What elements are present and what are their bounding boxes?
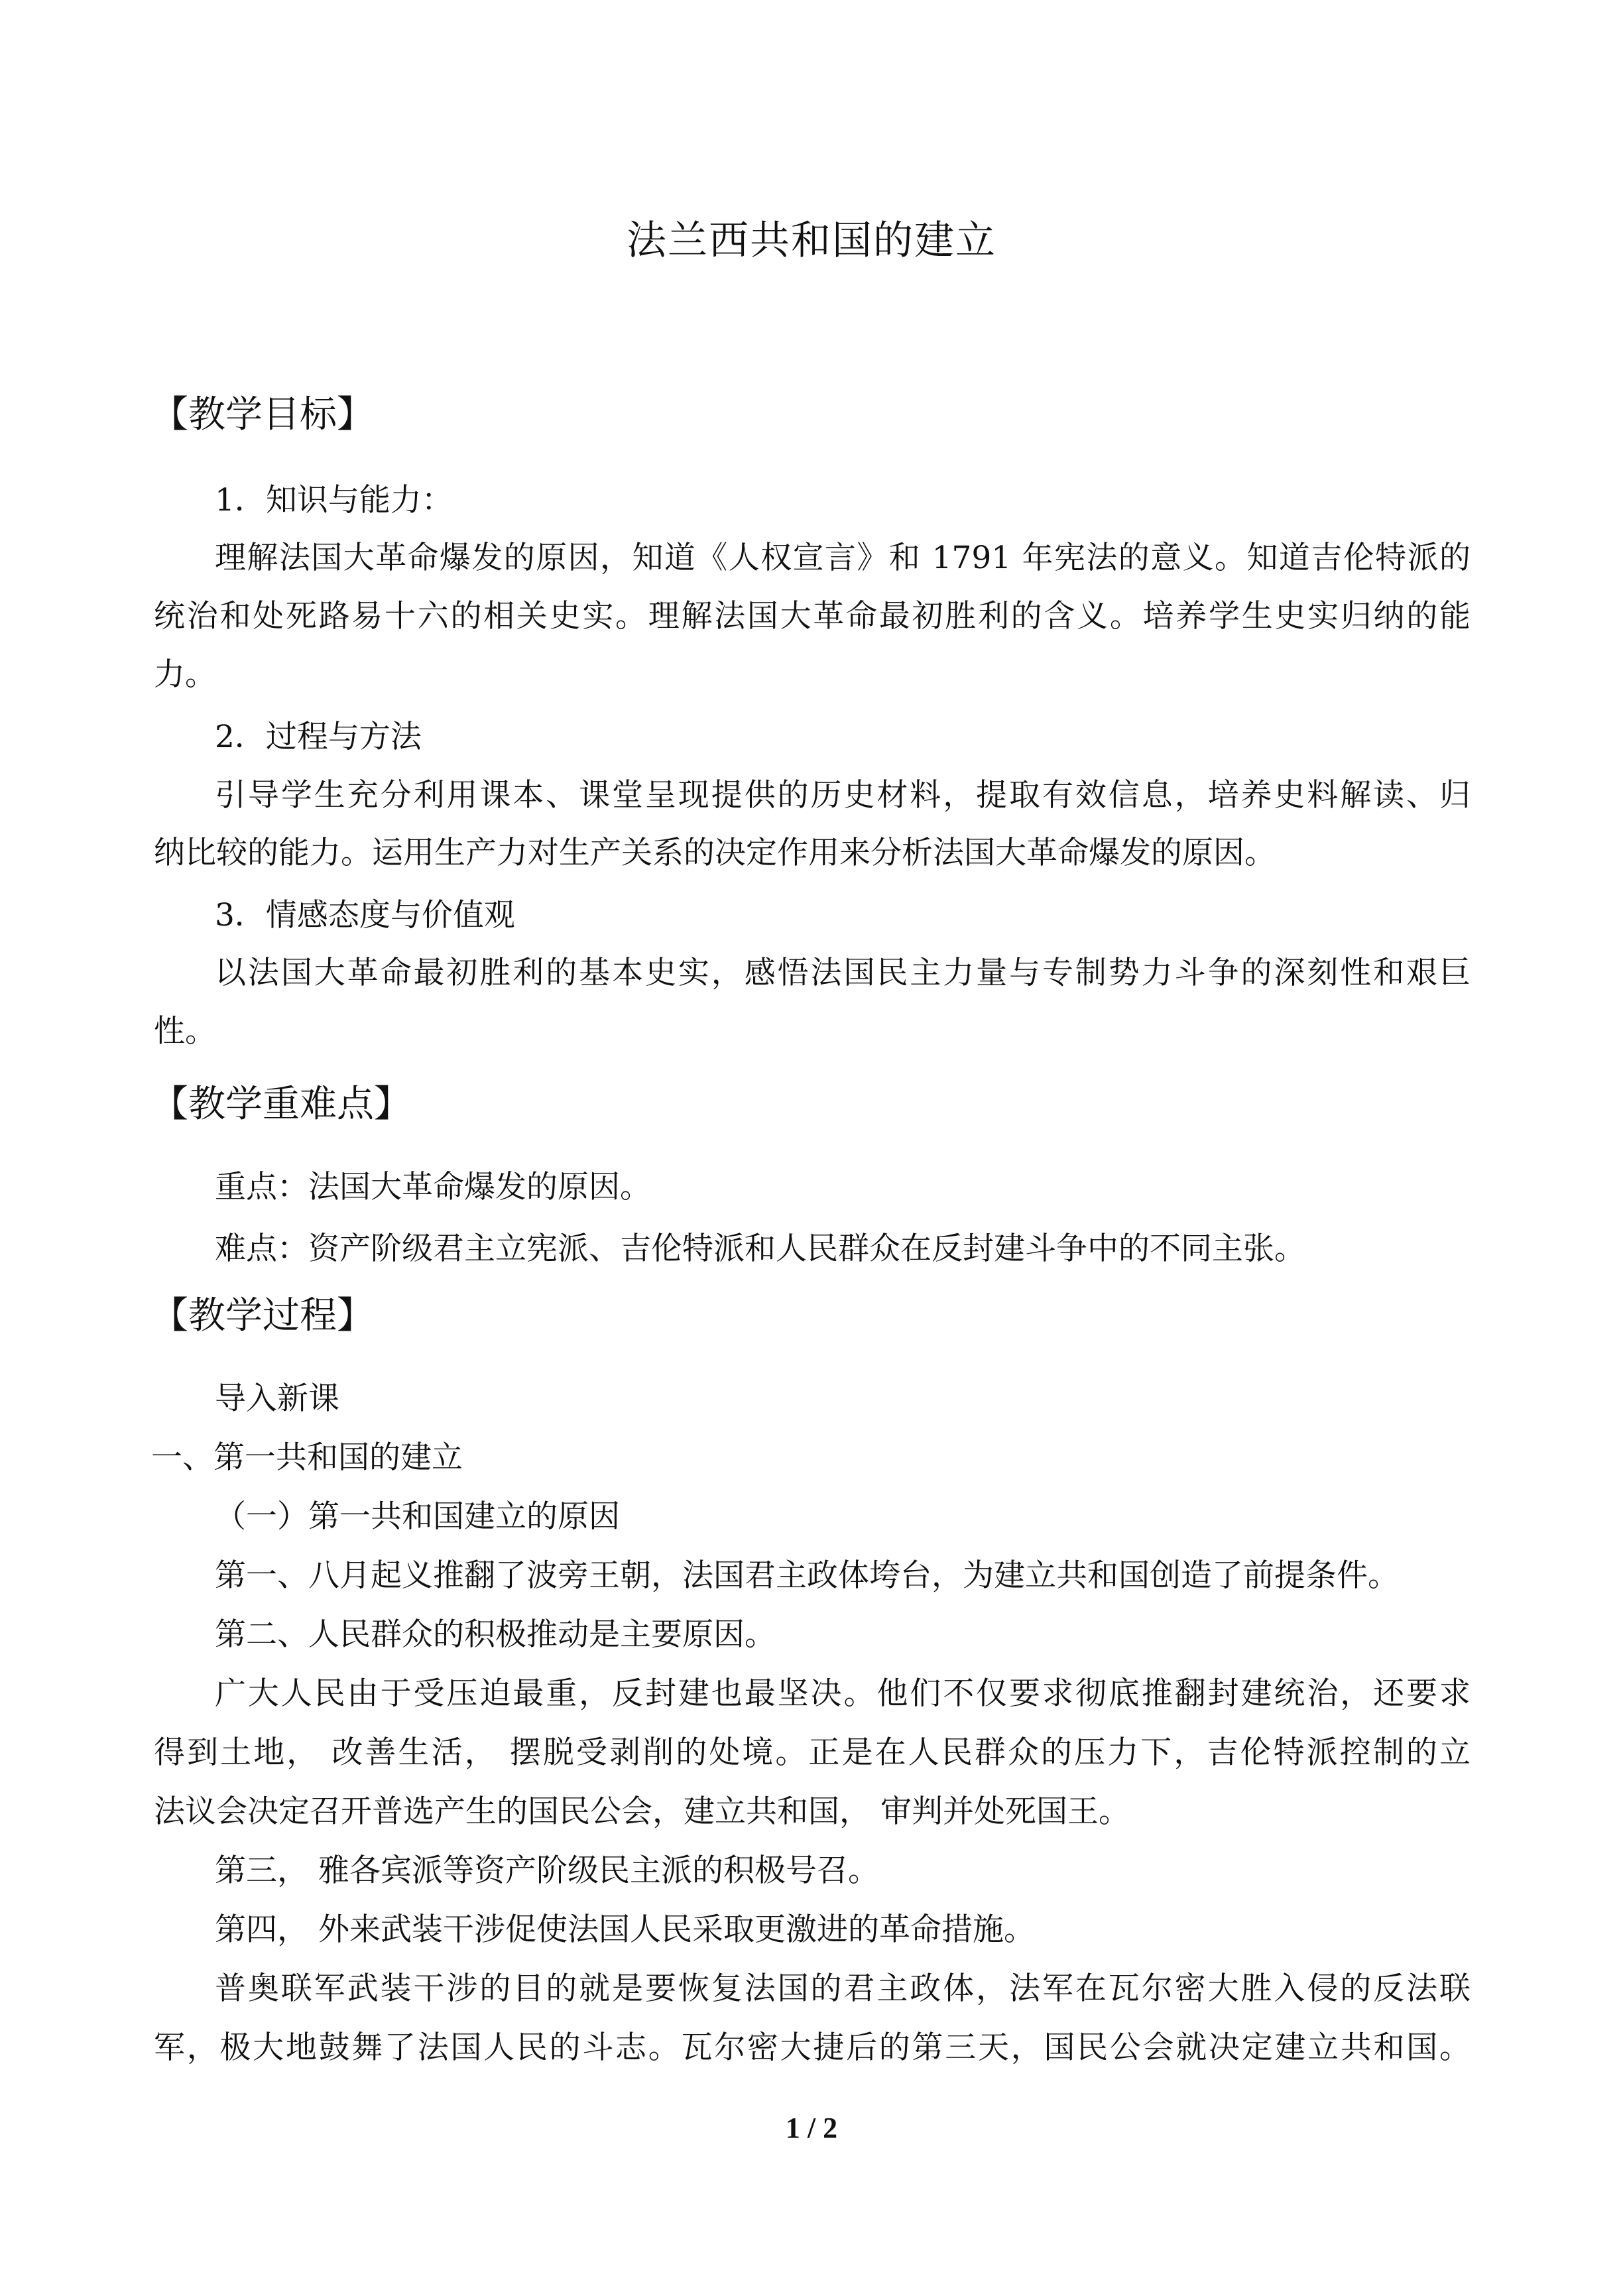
reason-4-detail-line-1: 普奥联军武装干涉的目的就是要恢复法国的君主政体，法军在瓦尔密大胜入侵的反法联: [215, 1970, 1471, 2007]
part-1-title: 一、第一共和国的建立: [151, 1439, 463, 1476]
objective-2-line-1: 引导学生充分利用课本、课堂呈现提供的历史材料，提取有效信息，培养史料解读、归: [215, 777, 1471, 814]
section-heading-process: 【教学过程】: [151, 1294, 374, 1337]
objective-2-line-2: 纳比较的能力。运用生产力对生产关系的决定作用来分析法国大革命爆发的原因。: [154, 835, 1276, 871]
objective-1-line-2: 统治和处死路易十六的相关史实。理解法国大革命最初胜利的含义。培养学生史实归纳的能: [154, 598, 1471, 634]
intro-label: 导入新课: [215, 1380, 339, 1417]
reason-2-detail-line-1: 广大人民由于受压迫最重，反封建也最坚决。他们不仅要求彻底推翻封建统治，还要求: [215, 1675, 1471, 1712]
objective-1-line-3: 力。: [154, 656, 216, 693]
reason-2-detail-line-3: 法议会决定召开普选产生的国民公会，建立共和国， 审判并处死国王。: [154, 1793, 1130, 1830]
objective-3-line-1: 以法国大革命最初胜利的基本史实，感悟法国民主力量与专制势力斗争的深刻性和艰巨: [215, 955, 1471, 991]
objective-1-line-1: 理解法国大革命爆发的原因，知道《人权宣言》和 1791 年宪法的意义。知道吉伦特派的: [215, 540, 1471, 576]
reason-4-detail-line-2: 军，极大地鼓舞了法国人民的斗志。瓦尔密大捷后的第三天，国民公会就决定建立共和国。: [154, 2029, 1471, 2066]
reason-3: 第三， 雅各宾派等资产阶级民主派的积极号召。: [215, 1852, 879, 1889]
reason-4: 第四， 外来武装干涉促使法国人民采取更激进的革命措施。: [215, 1911, 1035, 1948]
page-title: 法兰西共和国的建立: [627, 217, 996, 264]
reason-2-detail-line-2: 得到土地， 改善生活， 摆脱受剥削的处境。正是在人民群众的压力下，吉伦特派控制的立: [154, 1734, 1471, 1771]
reason-1: 第一、八月起义推翻了波旁王朝，法国君主政体垮台，为建立共和国创造了前提条件。: [215, 1557, 1399, 1594]
reason-2: 第二、人民群众的积极推动是主要原因。: [215, 1616, 776, 1653]
page-number: 1 / 2: [785, 2112, 838, 2144]
part-1-subtitle: （一）第一共和国建立的原因: [215, 1498, 620, 1535]
objective-3-line-2: 性。: [154, 1013, 216, 1050]
objective-3-label: 3．情感态度与价值观: [215, 897, 515, 934]
section-heading-objectives: 【教学目标】: [151, 393, 374, 436]
section-heading-key-points: 【教学重难点】: [151, 1083, 411, 1126]
difficult-point: 难点：资产阶级君主立宪派、吉伦特派和人民群众在反封建斗争中的不同主张。: [215, 1231, 1305, 1267]
objective-1-label: 1．知识与能力：: [215, 482, 453, 518]
objective-2-label: 2．过程与方法: [215, 719, 422, 755]
key-point: 重点：法国大革命爆发的原因。: [215, 1169, 651, 1205]
